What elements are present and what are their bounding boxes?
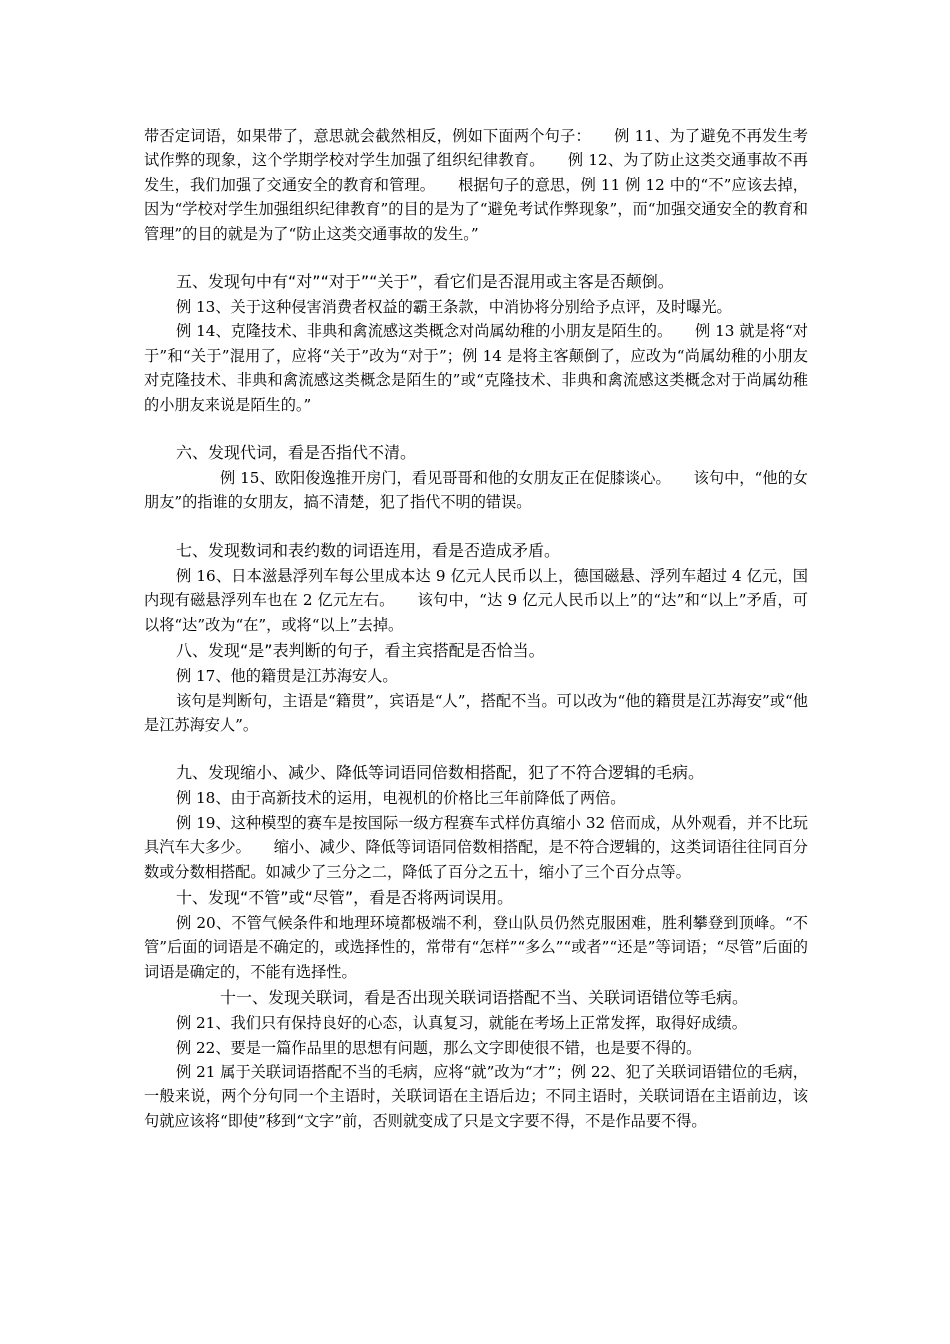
section-11-explanation: 例 21 属于关联词语搭配不当的毛病，应将“就”改为“才”；例 22、犯了关联词语错位的毛病，一般来说，两个分句同一个主语时，关联词语在主语后边；不同主语时，关联词语在主语前边，该句就应该将“即使”移到“文字”前，否则就变成了只是文字要不得，不是作品要不得。 <box>144 1062 808 1130</box>
intro-paragraph: 带否定词语，如果带了，意思就会截然相反，例如下面两个句子： 例 11、为了避免不再发生考试作弊的现象，这个学期学校对学生加强了组织纪律教育。 例 12、为了防止这类交通事故不再发生，我们加强了交通安全的教育和管理。 根据句子的意思，例 11 例 12 中的“不”应该去掉，因为“学校对学生加强组织纪律教育”的目的是为了“避免考试作弊现象”，而“加强交通安全的教育和管理”的目的就是为了“防止这类交通事故的发生。” <box>144 127 808 243</box>
section-6-example-15: 例 15、欧阳俊逸推开房门，看见哥哥和他的女朋友正在促膝谈心。 该句中，“他的女朋友”的指谁的女朋友，搞不清楚，犯了指代不明的错误。 <box>144 469 808 512</box>
section-gap <box>144 417 808 439</box>
section-10-example-20: 例 20、不管气候条件和地理环境都极端不利，登山队员仍然克服困难，胜利攀登到顶峰。“不管”后面的词语是不确定的，或选择性的，常带有“怎样”“多么”“或者”“还是”等词语；“尽管”后面的词语是确定的，不能有选择性。 <box>144 913 808 981</box>
section-7-heading: 七、发现数词和表约数的词语连用，看是否造成矛盾。 <box>176 540 561 560</box>
section-11-example-22: 例 22、要是一篇作品里的思想有问题，那么文字即使很不错，也是要不得的。 <box>176 1038 702 1057</box>
section-11-example-21: 例 21、我们只有保持良好的心态，认真复习，就能在考场上正常发挥，取得好成绩。 <box>176 1014 747 1033</box>
section-8-explanation: 该句是判断句，主语是“籍贯”，宾语是“人”，搭配不当。可以改为“他的籍贯是江苏海安”或“他是江苏海安人”。 <box>144 691 808 734</box>
section-6-heading: 六、发现代词，看是否指代不清。 <box>176 443 417 463</box>
section-5-example-13: 例 13、关于这种侵害消费者权益的霸王条款，中消协将分别给予点评，及时曝光。 <box>176 298 732 317</box>
section-10-heading: 十、发现“不管”或“尽管”，看是否将两词误用。 <box>176 887 514 907</box>
document-page <box>144 124 808 1133</box>
section-gap <box>144 737 808 759</box>
section-9-example-18: 例 18、由于高新技术的运用，电视机的价格比三年前降低了两倍。 <box>176 789 626 808</box>
section-8-example-17: 例 17、他的籍贯是江苏海安人。 <box>176 667 398 686</box>
section-7-example-16: 例 16、日本滋悬浮列车每公里成本达 9 亿元人民币以上，德国磁悬、浮列车超过 4 亿元，国内现有磁悬浮列车也在 2 亿元左右。 该句中，“达 9 亿元人民币以上”的“达”和“以上”矛盾，可以将“达”改为“在”，或将“以上”去掉。 <box>144 566 808 634</box>
section-5-heading: 五、发现句中有“对”“对于”“关于”，看它们是否混用或主客是否颠倒。 <box>176 272 674 292</box>
section-9-heading: 九、发现缩小、减少、降低等词语同倍数相搭配，犯了不符合逻辑的毛病。 <box>176 763 705 783</box>
section-gap <box>144 515 808 537</box>
section-8-heading: 八、发现“是”表判断的句子，看主宾搭配是否恰当。 <box>176 641 545 661</box>
section-gap <box>144 246 808 268</box>
section-5-example-14: 例 14、克隆技术、非典和禽流感这类概念对尚属幼稚的小朋友是陌生的。 例 13 就是将“对于”和“关于”混用了，应将“关于”改为“对于”；例 14 是将主客颠倒了，应改为“尚属幼稚的小朋友对克隆技术、非典和禽流感这类概念是陌生的”或“克隆技术、非典和禽流感这类概念对于尚属幼稚的小朋友来说是陌生的。” <box>144 322 808 414</box>
section-9-example-19: 例 19、这种模型的赛车是按国际一级方程赛车式样仿真缩小 32 倍而成，从外观看，并不比玩具汽车大多少。 缩小、减少、降低等词语同倍数相搭配，是不符合逻辑的，这类词语往往同百分数或分数相搭配。如减少了三分之二，降低了百分之五十，缩小了三个百分点等。 <box>144 813 808 881</box>
section-11-heading: 十一、发现关联词，看是否出现关联词语搭配不当、关联词语错位等毛病。 <box>220 988 749 1008</box>
